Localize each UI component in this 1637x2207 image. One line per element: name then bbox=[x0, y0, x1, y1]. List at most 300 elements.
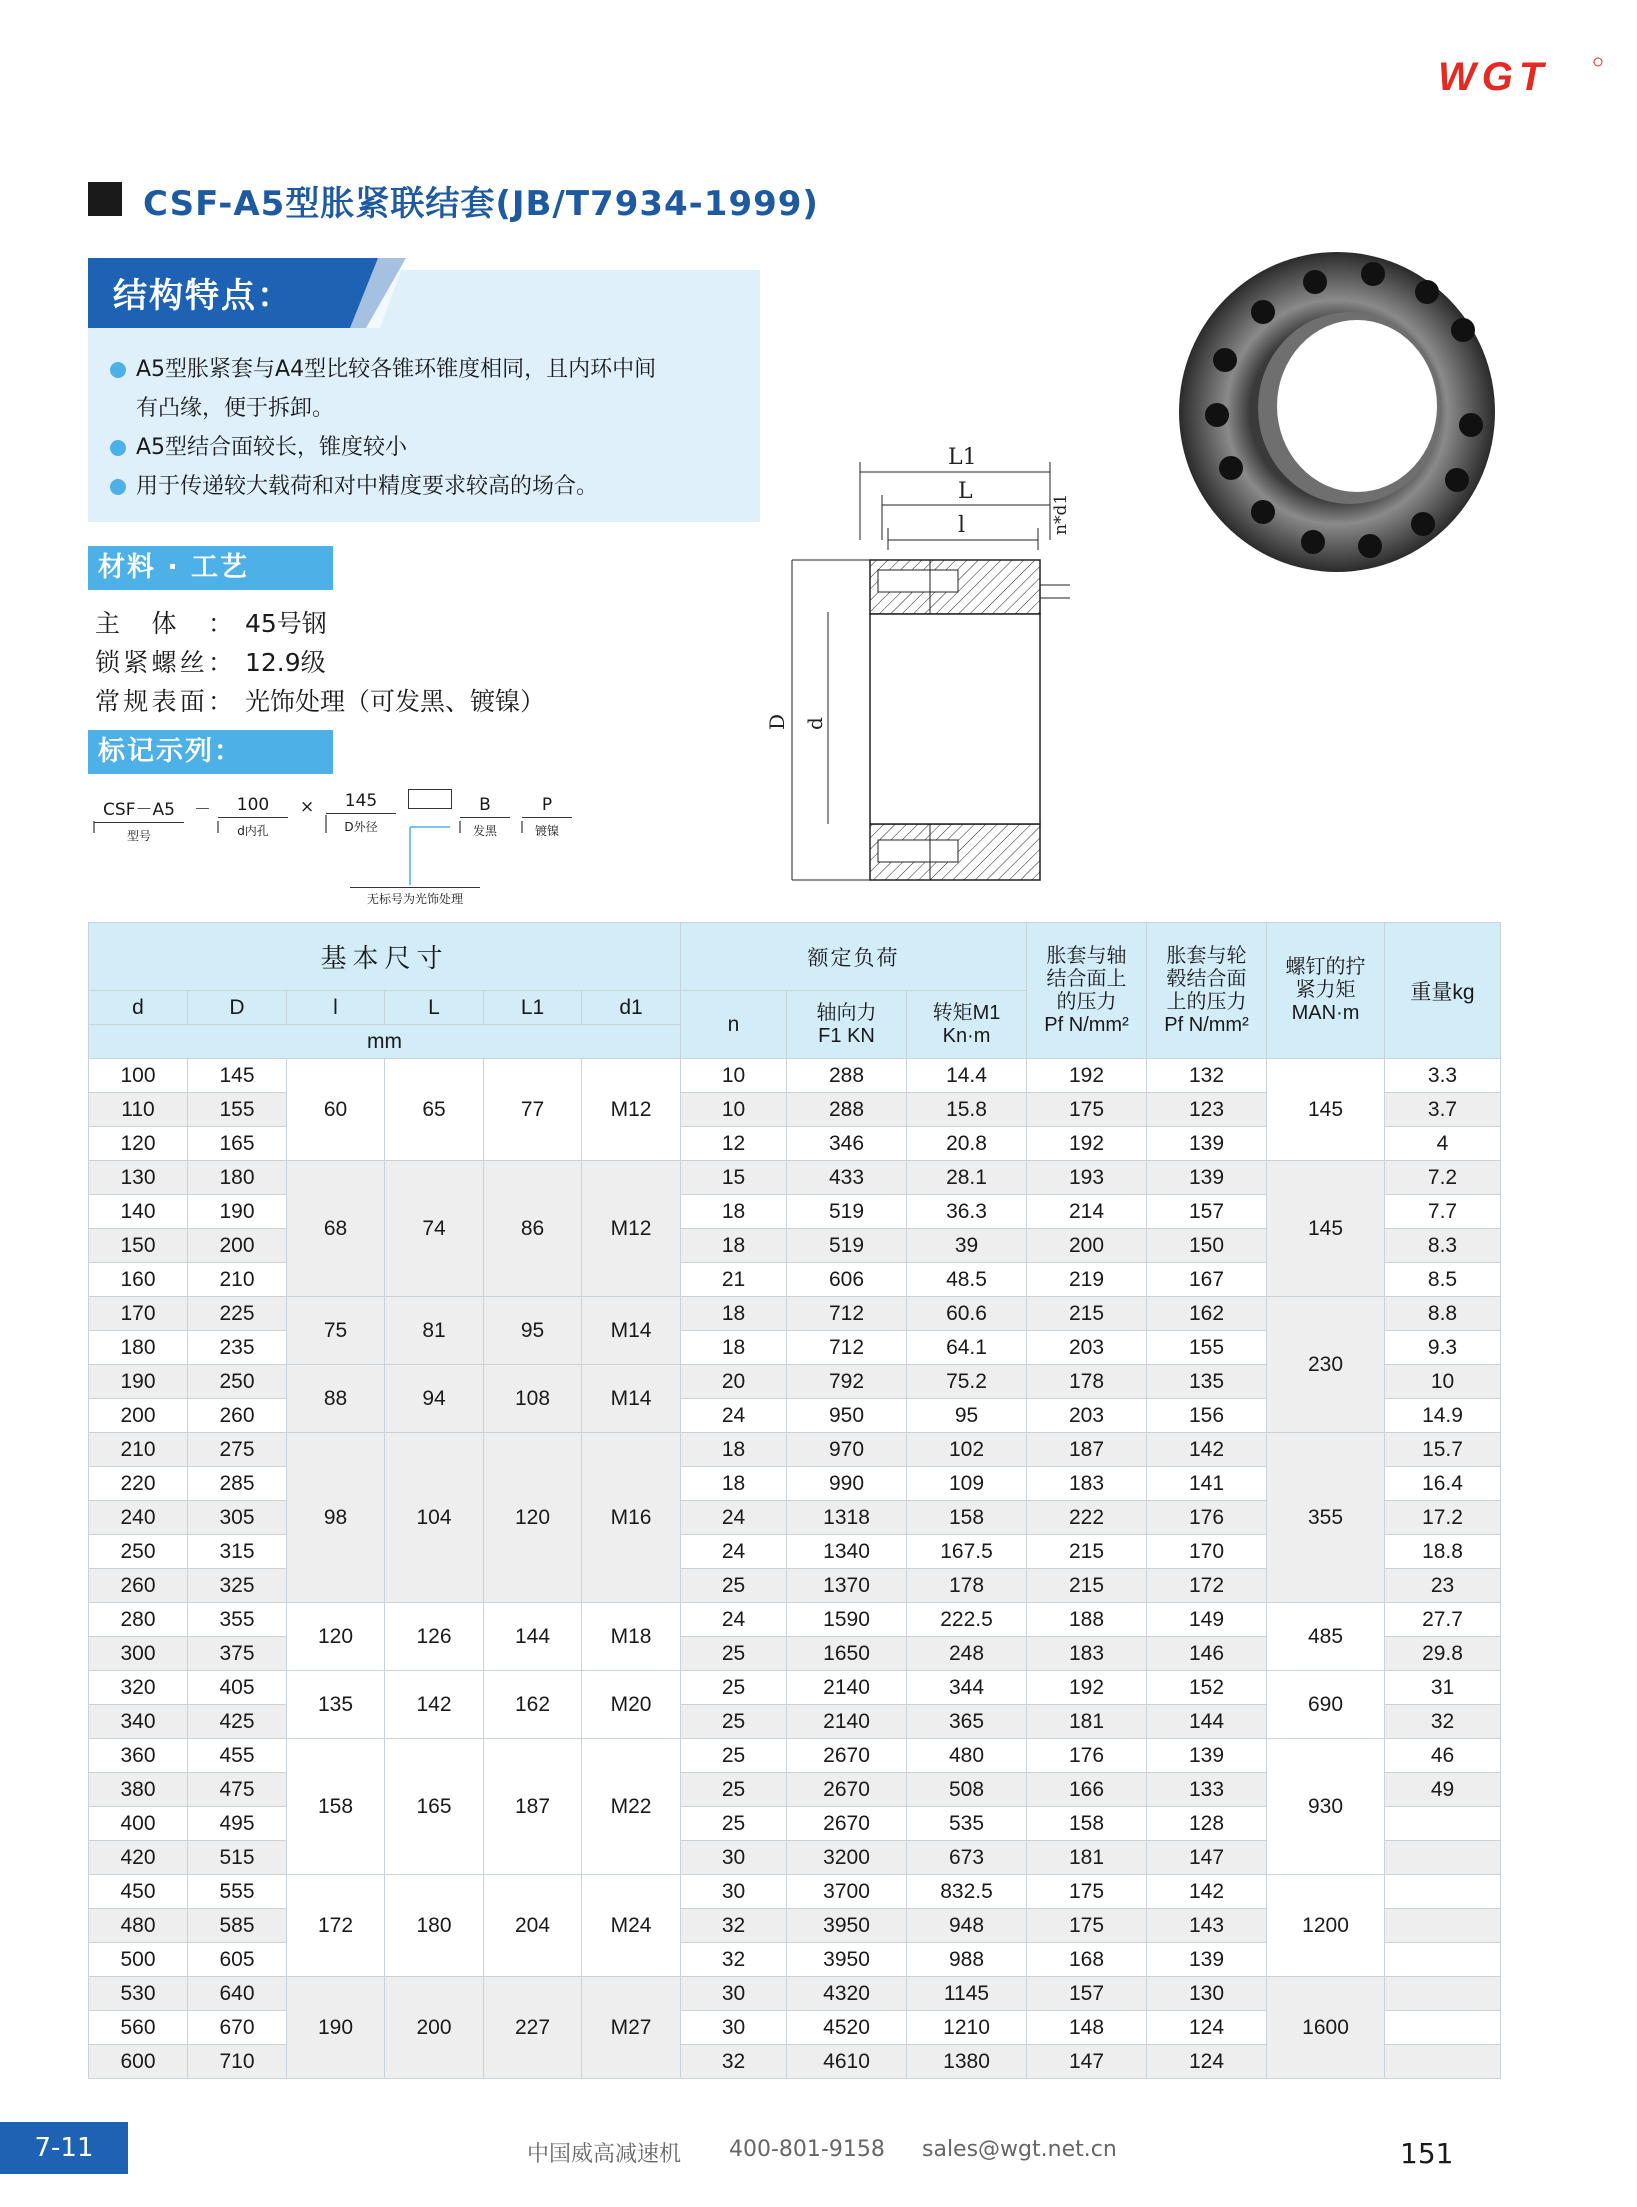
cell-D: 515 bbox=[188, 1841, 287, 1875]
cell-d: 320 bbox=[89, 1671, 188, 1705]
cell-axial-force: 3950 bbox=[787, 1943, 907, 1977]
cell-d: 280 bbox=[89, 1603, 188, 1637]
cell-d1: M12 bbox=[582, 1059, 681, 1161]
cell-d: 300 bbox=[89, 1637, 188, 1671]
cell-L1: 86 bbox=[484, 1161, 582, 1297]
footer-phone: 400-801-9158 bbox=[729, 2137, 885, 2162]
cell-shaft-pressure: 158 bbox=[1027, 1807, 1147, 1841]
cell-L: 81 bbox=[385, 1297, 484, 1365]
cell-d: 600 bbox=[89, 2045, 188, 2079]
cell-screw-torque: 930 bbox=[1267, 1739, 1385, 1875]
cell-D: 670 bbox=[188, 2011, 287, 2045]
cell-torque: 20.8 bbox=[907, 1127, 1027, 1161]
cell-l: 190 bbox=[287, 1977, 385, 2079]
table-row bbox=[89, 1875, 1501, 1909]
cell-L: 200 bbox=[385, 1977, 484, 2079]
table-row bbox=[89, 1671, 1501, 1705]
cell-n: 30 bbox=[681, 1875, 787, 1909]
col-axial: 轴向力 F1 KN bbox=[787, 991, 907, 1059]
title-marker bbox=[88, 182, 122, 216]
table-row bbox=[89, 1739, 1501, 1773]
cell-n: 25 bbox=[681, 1569, 787, 1603]
cell-torque: 15.8 bbox=[907, 1093, 1027, 1127]
cell-axial-force: 4520 bbox=[787, 2011, 907, 2045]
cell-D: 640 bbox=[188, 1977, 287, 2011]
features-heading: 结构特点： bbox=[113, 276, 293, 316]
cell-d: 110 bbox=[89, 1093, 188, 1127]
cell-weight: 8.8 bbox=[1385, 1297, 1501, 1331]
table-row bbox=[89, 1059, 1501, 1093]
cell-d1: M22 bbox=[582, 1739, 681, 1875]
cell-weight: 31 bbox=[1385, 1671, 1501, 1705]
cell-hub-pressure: 142 bbox=[1147, 1433, 1267, 1467]
cell-l: 68 bbox=[287, 1161, 385, 1297]
cell-L1: 108 bbox=[484, 1365, 582, 1433]
cell-n: 25 bbox=[681, 1807, 787, 1841]
feature-item: 用于传递较大载荷和对中精度要求较高的场合。 bbox=[108, 467, 748, 506]
cell-weight: 32 bbox=[1385, 1705, 1501, 1739]
cell-shaft-pressure: 175 bbox=[1027, 1909, 1147, 1943]
cell-D: 180 bbox=[188, 1161, 287, 1195]
cell-shaft-pressure: 181 bbox=[1027, 1841, 1147, 1875]
cell-torque: 535 bbox=[907, 1807, 1027, 1841]
cell-D: 200 bbox=[188, 1229, 287, 1263]
cell-hub-pressure: 139 bbox=[1147, 1739, 1267, 1773]
cell-L: 74 bbox=[385, 1161, 484, 1297]
cell-n: 18 bbox=[681, 1467, 787, 1501]
cell-shaft-pressure: 175 bbox=[1027, 1093, 1147, 1127]
cell-shaft-pressure: 168 bbox=[1027, 1943, 1147, 1977]
table-row bbox=[89, 1977, 1501, 2011]
cell-n: 18 bbox=[681, 1195, 787, 1229]
cell-weight bbox=[1385, 2011, 1501, 2045]
cell-shaft-pressure: 176 bbox=[1027, 1739, 1147, 1773]
cell-axial-force: 3950 bbox=[787, 1909, 907, 1943]
cell-D: 325 bbox=[188, 1569, 287, 1603]
cell-L1: 187 bbox=[484, 1739, 582, 1875]
cell-weight: 18.8 bbox=[1385, 1535, 1501, 1569]
spec-table-body bbox=[89, 1059, 1501, 2079]
marking-example bbox=[88, 791, 628, 915]
cell-n: 10 bbox=[681, 1059, 787, 1093]
cell-weight: 3.3 bbox=[1385, 1059, 1501, 1093]
cell-screw-torque: 145 bbox=[1267, 1161, 1385, 1297]
cell-D: 285 bbox=[188, 1467, 287, 1501]
table-row bbox=[89, 1161, 1501, 1195]
cell-hub-pressure: 142 bbox=[1147, 1875, 1267, 1909]
cell-n: 25 bbox=[681, 1671, 787, 1705]
cell-torque: 673 bbox=[907, 1841, 1027, 1875]
col-d: d bbox=[89, 991, 188, 1025]
cell-d: 100 bbox=[89, 1059, 188, 1093]
cell-weight: 23 bbox=[1385, 1569, 1501, 1603]
cell-D: 455 bbox=[188, 1739, 287, 1773]
cell-L1: 227 bbox=[484, 1977, 582, 2079]
cell-shaft-pressure: 178 bbox=[1027, 1365, 1147, 1399]
cell-D: 710 bbox=[188, 2045, 287, 2079]
cell-D: 305 bbox=[188, 1501, 287, 1535]
cell-hub-pressure: 141 bbox=[1147, 1467, 1267, 1501]
cell-weight: 7.2 bbox=[1385, 1161, 1501, 1195]
cell-L: 180 bbox=[385, 1875, 484, 1977]
cell-d1: M16 bbox=[582, 1433, 681, 1603]
cell-d: 160 bbox=[89, 1263, 188, 1297]
cell-l: 75 bbox=[287, 1297, 385, 1365]
hub-pressure-header: 胀套与轮 毂结合面 上的压力 Pf N/mm² bbox=[1147, 923, 1267, 1059]
cell-torque: 75.2 bbox=[907, 1365, 1027, 1399]
cell-D: 585 bbox=[188, 1909, 287, 1943]
cell-d: 260 bbox=[89, 1569, 188, 1603]
cell-d1: M14 bbox=[582, 1297, 681, 1365]
cell-L1: 144 bbox=[484, 1603, 582, 1671]
cell-d: 150 bbox=[89, 1229, 188, 1263]
cell-d: 240 bbox=[89, 1501, 188, 1535]
cell-shaft-pressure: 222 bbox=[1027, 1501, 1147, 1535]
cell-n: 24 bbox=[681, 1501, 787, 1535]
cell-torque: 167.5 bbox=[907, 1535, 1027, 1569]
cell-weight: 8.5 bbox=[1385, 1263, 1501, 1297]
features-list bbox=[108, 350, 748, 506]
cell-shaft-pressure: 200 bbox=[1027, 1229, 1147, 1263]
cell-weight: 46 bbox=[1385, 1739, 1501, 1773]
table-row bbox=[89, 1433, 1501, 1467]
cell-d: 220 bbox=[89, 1467, 188, 1501]
cell-l: 135 bbox=[287, 1671, 385, 1739]
label-D: D bbox=[765, 713, 789, 730]
cell-torque: 64.1 bbox=[907, 1331, 1027, 1365]
cell-screw-torque: 230 bbox=[1267, 1297, 1385, 1433]
cell-hub-pressure: 167 bbox=[1147, 1263, 1267, 1297]
cell-shaft-pressure: 192 bbox=[1027, 1059, 1147, 1093]
cell-d: 380 bbox=[89, 1773, 188, 1807]
cell-n: 30 bbox=[681, 1841, 787, 1875]
col-d1: d1 bbox=[582, 991, 681, 1025]
weight-header: 重量kg bbox=[1385, 923, 1501, 1059]
cell-torque: 948 bbox=[907, 1909, 1027, 1943]
cell-axial-force: 3200 bbox=[787, 1841, 907, 1875]
cell-shaft-pressure: 214 bbox=[1027, 1195, 1147, 1229]
mark-dash: － bbox=[194, 800, 211, 820]
cell-screw-torque: 355 bbox=[1267, 1433, 1385, 1603]
cell-n: 18 bbox=[681, 1433, 787, 1467]
cell-axial-force: 606 bbox=[787, 1263, 907, 1297]
cell-torque: 222.5 bbox=[907, 1603, 1027, 1637]
mark-model: CSF－A5 型号 bbox=[94, 795, 184, 844]
cell-hub-pressure: 150 bbox=[1147, 1229, 1267, 1263]
cell-weight: 17.2 bbox=[1385, 1501, 1501, 1535]
cell-weight bbox=[1385, 2045, 1501, 2079]
cell-hub-pressure: 162 bbox=[1147, 1297, 1267, 1331]
cell-weight: 16.4 bbox=[1385, 1467, 1501, 1501]
cell-torque: 48.5 bbox=[907, 1263, 1027, 1297]
cell-shaft-pressure: 215 bbox=[1027, 1535, 1147, 1569]
cell-weight: 4 bbox=[1385, 1127, 1501, 1161]
cell-L: 126 bbox=[385, 1603, 484, 1671]
label-L1: L1 bbox=[948, 445, 977, 470]
cell-n: 24 bbox=[681, 1399, 787, 1433]
cell-n: 25 bbox=[681, 1705, 787, 1739]
cell-d1: M20 bbox=[582, 1671, 681, 1739]
cell-hub-pressure: 124 bbox=[1147, 2011, 1267, 2045]
screw-torque-header: 螺钉的拧 紧力矩 MAN·m bbox=[1267, 923, 1385, 1059]
cell-torque: 39 bbox=[907, 1229, 1027, 1263]
cell-d: 250 bbox=[89, 1535, 188, 1569]
cell-hub-pressure: 149 bbox=[1147, 1603, 1267, 1637]
material-row: 锁紧螺丝： 12.9级 bbox=[95, 648, 326, 677]
cell-axial-force: 970 bbox=[787, 1433, 907, 1467]
marking-heading: 标记示列： bbox=[88, 730, 333, 774]
cell-torque: 36.3 bbox=[907, 1195, 1027, 1229]
cell-d: 120 bbox=[89, 1127, 188, 1161]
cell-n: 20 bbox=[681, 1365, 787, 1399]
cell-axial-force: 1650 bbox=[787, 1637, 907, 1671]
cell-hub-pressure: 152 bbox=[1147, 1671, 1267, 1705]
cell-hub-pressure: 156 bbox=[1147, 1399, 1267, 1433]
cell-torque: 95 bbox=[907, 1399, 1027, 1433]
cell-d: 170 bbox=[89, 1297, 188, 1331]
cell-d: 210 bbox=[89, 1433, 188, 1467]
materials-list bbox=[95, 604, 545, 721]
cell-weight: 7.7 bbox=[1385, 1195, 1501, 1229]
cell-hub-pressure: 133 bbox=[1147, 1773, 1267, 1807]
cell-d1: M12 bbox=[582, 1161, 681, 1297]
cell-n: 10 bbox=[681, 1093, 787, 1127]
cell-weight: 9.3 bbox=[1385, 1331, 1501, 1365]
cell-axial-force: 2140 bbox=[787, 1705, 907, 1739]
footer-company: 中国威高减速机 bbox=[527, 2142, 682, 2167]
cell-weight bbox=[1385, 1841, 1501, 1875]
page-title: CSF-A5型胀紧联结套(JB/T7934-1999) bbox=[143, 184, 819, 224]
cell-hub-pressure: 155 bbox=[1147, 1331, 1267, 1365]
cell-torque: 344 bbox=[907, 1671, 1027, 1705]
cell-hub-pressure: 139 bbox=[1147, 1127, 1267, 1161]
cell-d: 360 bbox=[89, 1739, 188, 1773]
cell-D: 210 bbox=[188, 1263, 287, 1297]
table-row bbox=[89, 1297, 1501, 1331]
bullet-icon bbox=[110, 362, 126, 378]
cell-axial-force: 3700 bbox=[787, 1875, 907, 1909]
cell-d: 560 bbox=[89, 2011, 188, 2045]
cell-weight bbox=[1385, 1807, 1501, 1841]
cell-hub-pressure: 157 bbox=[1147, 1195, 1267, 1229]
cell-D: 155 bbox=[188, 1093, 287, 1127]
cell-axial-force: 346 bbox=[787, 1127, 907, 1161]
cell-screw-torque: 1200 bbox=[1267, 1875, 1385, 1977]
cell-hub-pressure: 172 bbox=[1147, 1569, 1267, 1603]
cell-shaft-pressure: 192 bbox=[1027, 1127, 1147, 1161]
cell-axial-force: 792 bbox=[787, 1365, 907, 1399]
cell-shaft-pressure: 157 bbox=[1027, 1977, 1147, 2011]
cell-D: 405 bbox=[188, 1671, 287, 1705]
cell-d: 450 bbox=[89, 1875, 188, 1909]
cell-shaft-pressure: 181 bbox=[1027, 1705, 1147, 1739]
cell-torque: 988 bbox=[907, 1943, 1027, 1977]
cell-d: 530 bbox=[89, 1977, 188, 2011]
feature-item: A5型结合面较长，锥度较小 bbox=[108, 428, 748, 467]
cell-axial-force: 1318 bbox=[787, 1501, 907, 1535]
cell-n: 25 bbox=[681, 1637, 787, 1671]
feature-item-continued: 有凸缘，便于拆卸。 bbox=[136, 396, 335, 421]
cell-shaft-pressure: 183 bbox=[1027, 1467, 1147, 1501]
cell-L1: 120 bbox=[484, 1433, 582, 1603]
cell-D: 165 bbox=[188, 1127, 287, 1161]
cell-shaft-pressure: 166 bbox=[1027, 1773, 1147, 1807]
col-n: n bbox=[681, 991, 787, 1059]
cell-D: 605 bbox=[188, 1943, 287, 1977]
cell-torque: 1380 bbox=[907, 2045, 1027, 2079]
cell-d: 130 bbox=[89, 1161, 188, 1195]
cell-weight: 8.3 bbox=[1385, 1229, 1501, 1263]
cell-n: 32 bbox=[681, 1909, 787, 1943]
cell-torque: 1210 bbox=[907, 2011, 1027, 2045]
footer-email: sales@wgt.net.cn bbox=[922, 2137, 1117, 2162]
cell-D: 495 bbox=[188, 1807, 287, 1841]
cell-axial-force: 519 bbox=[787, 1195, 907, 1229]
mark-bore: 100 d内孔 bbox=[218, 795, 288, 839]
feature-item: A5型胀紧套与A4型比较各锥环锥度相同，且内环中间 bbox=[108, 350, 748, 389]
cell-weight: 27.7 bbox=[1385, 1603, 1501, 1637]
cell-weight: 49 bbox=[1385, 1773, 1501, 1807]
cell-axial-force: 2670 bbox=[787, 1807, 907, 1841]
bullet-icon bbox=[110, 479, 126, 495]
cell-hub-pressure: 123 bbox=[1147, 1093, 1267, 1127]
cell-hub-pressure: 147 bbox=[1147, 1841, 1267, 1875]
mark-nickel: P 镀镍 bbox=[522, 795, 572, 839]
cell-torque: 14.4 bbox=[907, 1059, 1027, 1093]
cell-l: 120 bbox=[287, 1603, 385, 1671]
cell-shaft-pressure: 188 bbox=[1027, 1603, 1147, 1637]
cell-d1: M27 bbox=[582, 1977, 681, 2079]
cell-d: 140 bbox=[89, 1195, 188, 1229]
cell-n: 30 bbox=[681, 2011, 787, 2045]
col-D: D bbox=[188, 991, 287, 1025]
cell-L: 142 bbox=[385, 1671, 484, 1739]
cell-hub-pressure: 128 bbox=[1147, 1807, 1267, 1841]
cell-weight bbox=[1385, 1875, 1501, 1909]
cell-hub-pressure: 124 bbox=[1147, 2045, 1267, 2079]
cell-L1: 162 bbox=[484, 1671, 582, 1739]
cell-axial-force: 1590 bbox=[787, 1603, 907, 1637]
table-row bbox=[89, 1603, 1501, 1637]
cell-hub-pressure: 139 bbox=[1147, 1943, 1267, 1977]
cell-axial-force: 2670 bbox=[787, 1773, 907, 1807]
cell-n: 15 bbox=[681, 1161, 787, 1195]
cell-l: 60 bbox=[287, 1059, 385, 1161]
cell-n: 24 bbox=[681, 1535, 787, 1569]
rated-load-header: 额定负荷 bbox=[681, 923, 1027, 991]
cell-D: 145 bbox=[188, 1059, 287, 1093]
cell-n: 25 bbox=[681, 1773, 787, 1807]
mark-blank-note: 无标号为光饰处理 bbox=[350, 887, 480, 907]
wgt-logo bbox=[1436, 55, 1606, 99]
cell-l: 172 bbox=[287, 1875, 385, 1977]
cell-d1: M18 bbox=[582, 1603, 681, 1671]
shaft-pressure-header: 胀套与轴 结合面上 的压力 Pf N/mm² bbox=[1027, 923, 1147, 1059]
cell-axial-force: 990 bbox=[787, 1467, 907, 1501]
cell-shaft-pressure: 215 bbox=[1027, 1297, 1147, 1331]
cell-axial-force: 288 bbox=[787, 1093, 907, 1127]
cell-D: 235 bbox=[188, 1331, 287, 1365]
cell-screw-torque: 145 bbox=[1267, 1059, 1385, 1161]
cell-screw-torque: 1600 bbox=[1267, 1977, 1385, 2079]
cell-axial-force: 712 bbox=[787, 1297, 907, 1331]
cell-weight: 15.7 bbox=[1385, 1433, 1501, 1467]
cell-shaft-pressure: 215 bbox=[1027, 1569, 1147, 1603]
cell-hub-pressure: 130 bbox=[1147, 1977, 1267, 2011]
col-l: l bbox=[287, 991, 385, 1025]
spec-table bbox=[88, 922, 1501, 2079]
cell-D: 315 bbox=[188, 1535, 287, 1569]
unit-mm: mm bbox=[89, 1025, 681, 1059]
cell-d: 480 bbox=[89, 1909, 188, 1943]
page-number: 151 bbox=[1400, 2137, 1454, 2170]
cell-D: 555 bbox=[188, 1875, 287, 1909]
cell-torque: 832.5 bbox=[907, 1875, 1027, 1909]
col-torque: 转矩M1 Kn·m bbox=[907, 991, 1027, 1059]
cell-n: 24 bbox=[681, 1603, 787, 1637]
cell-shaft-pressure: 193 bbox=[1027, 1161, 1147, 1195]
cell-L: 165 bbox=[385, 1739, 484, 1875]
cell-d: 180 bbox=[89, 1331, 188, 1365]
cell-torque: 365 bbox=[907, 1705, 1027, 1739]
cell-L1: 77 bbox=[484, 1059, 582, 1161]
cross-section-drawing bbox=[765, 440, 1100, 900]
cell-torque: 178 bbox=[907, 1569, 1027, 1603]
mark-black: B 发黑 bbox=[460, 795, 510, 839]
col-L: L bbox=[385, 991, 484, 1025]
cell-n: 30 bbox=[681, 1977, 787, 2011]
cell-l: 158 bbox=[287, 1739, 385, 1875]
cell-shaft-pressure: 203 bbox=[1027, 1399, 1147, 1433]
label-L: L bbox=[958, 479, 973, 504]
cell-torque: 28.1 bbox=[907, 1161, 1027, 1195]
cell-n: 32 bbox=[681, 1943, 787, 1977]
cell-D: 425 bbox=[188, 1705, 287, 1739]
cell-shaft-pressure: 175 bbox=[1027, 1875, 1147, 1909]
cell-weight bbox=[1385, 1909, 1501, 1943]
mark-times: × bbox=[300, 797, 315, 817]
cell-axial-force: 4320 bbox=[787, 1977, 907, 2011]
cell-axial-force: 1340 bbox=[787, 1535, 907, 1569]
cell-n: 21 bbox=[681, 1263, 787, 1297]
cell-hub-pressure: 132 bbox=[1147, 1059, 1267, 1093]
cell-D: 275 bbox=[188, 1433, 287, 1467]
cell-shaft-pressure: 148 bbox=[1027, 2011, 1147, 2045]
cell-torque: 60.6 bbox=[907, 1297, 1027, 1331]
cell-shaft-pressure: 219 bbox=[1027, 1263, 1147, 1297]
cell-axial-force: 2670 bbox=[787, 1739, 907, 1773]
cell-screw-torque: 485 bbox=[1267, 1603, 1385, 1671]
cell-L1: 95 bbox=[484, 1297, 582, 1365]
cell-weight bbox=[1385, 1977, 1501, 2011]
cell-axial-force: 712 bbox=[787, 1331, 907, 1365]
cell-axial-force: 519 bbox=[787, 1229, 907, 1263]
section-tab: 7-11 bbox=[0, 2122, 128, 2174]
material-row: 常规表面： 光饰处理（可发黑、镀镍） bbox=[95, 687, 546, 716]
cell-shaft-pressure: 203 bbox=[1027, 1331, 1147, 1365]
cell-shaft-pressure: 183 bbox=[1027, 1637, 1147, 1671]
cell-torque: 248 bbox=[907, 1637, 1027, 1671]
cell-D: 355 bbox=[188, 1603, 287, 1637]
cell-hub-pressure: 143 bbox=[1147, 1909, 1267, 1943]
cell-d: 200 bbox=[89, 1399, 188, 1433]
cell-shaft-pressure: 192 bbox=[1027, 1671, 1147, 1705]
cell-weight: 10 bbox=[1385, 1365, 1501, 1399]
cell-L: 65 bbox=[385, 1059, 484, 1161]
cell-screw-torque: 690 bbox=[1267, 1671, 1385, 1739]
cell-torque: 508 bbox=[907, 1773, 1027, 1807]
cell-shaft-pressure: 187 bbox=[1027, 1433, 1147, 1467]
